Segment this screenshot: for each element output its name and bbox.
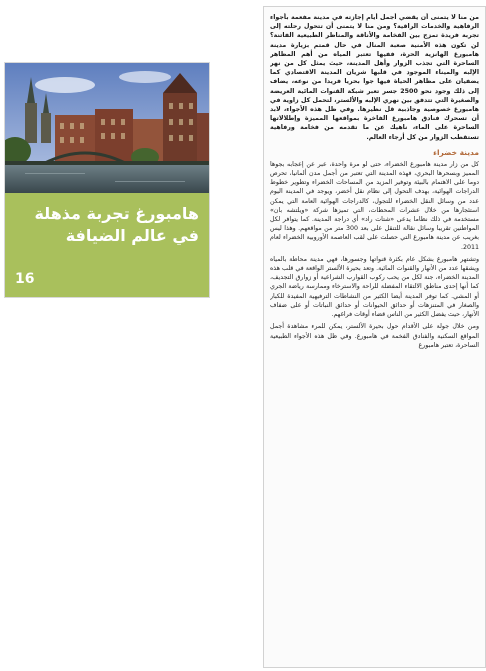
article-paragraph-3: ومن خلال جولة على الأقدام حول بحيرة الألستر، يمكن للمرء مشاهدة أجمل المواقع السكنية والفنادق الفخمة في هامبورغ. وفي ظل هذه الأجواء الطبيعية الساحرة، تعتبر هامبورغ: [270, 323, 479, 349]
page-number: 16: [15, 271, 35, 287]
hamburg-photo: [5, 63, 209, 193]
article-paragraph-2: وتشتهر هامبورغ بشكل عام بكثرة قنواتها وجسورها، فهي مدينة محاطة بالمياه ويشقها عدد من الأنهار والقنوات المائية. وتعد بحيرة الألستر الواقعة في قلب هذه المدينة الخضراء، جنة لكل من يحب ركوب القوارب الشراعية أو زوارق التجديف، كما أنها إحدى مناطق الالتقاء المفضلة للراحة والاسترخاء وممارسة رياضة الجري أو المشي. كما توفر المدينة أيضا الكثير من النشاطات الترفيهية المفيدة للكبار والصغار في المتنزهات أو حدائق الحيوانات أو حدائق النباتات أو على ضفاف الأنهار، حيث يفضل الكثير من الناس قضاء أوقات فراغهم.: [270, 255, 479, 319]
section-title: مدينة خضراء: [433, 147, 479, 157]
article-lead: من منا لا يتمنى أن يقضي أجمل أيام إجازته في مدينة مفعمة بأجواء الرفاهية والخدمات الراقية؟ ومن منا لا يتمنى أن تتحول رحلته إلى تجربة فريدة تمزج بين الفخامة والأناقة والمناظر الطبيعية الفاتنة؟ لن تكون هذه الأمنية صعبة المنال في حال قمتم بزيارة مدينة هامبورغ الهانزية الحرة، ففيها تعتبر المياه من أهم المظاهر الساحرة التي تجذب الزوار وأهل المدينة، حيث يمثل كل من نهر الإلبه والميناء الموجود في قلبها شريان المدينة الاقتصادي كما يضفيان على مظاهر الحياة فيها جوا بحريا فريدا من نوعه، يضاف إلى ذلك وجود نحو 2500 جسر تعبر شبكة القنوات المائية العريضة والصغيرة التي تتدفق بين نهري الإلبه والألستر، لتحمل كل زاوية في هامبورغ خصوصية وجاذبية قل نظيرها. وفي ظل هذه الأجواء، لابد أن تسحرك فنادق هامبورغ الفاخرة بمواقعها المميزة وإطلالاتها الساحرة على الماء، ناهيك عن ما تقدمه من فخامة ورفاهية تستقطب الزوار من كل أرجاء العالم.: [270, 14, 479, 141]
article-paragraph-1: كل من زار مدينة هامبورغ الخضراء، حتى لو مرة واحدة، عبر عن إعجابه بجوها المميز وبسحرها البحري، فهذه المدينة التي تعتبر من أجمل مدن ألمانيا، تحرص دوما على الاهتمام بالبيئة وتوفير المزيد من المساحات الخضراء وتطوير خطوط الدراجات الهوائية، بهدف التحول إلى نظام نقل أخضر، ويوجد في المدينة اليوم عدد من وسائل النقل الخضراء للتجول، كالدراجات الهوائية العامة التي يمكن استئجارها من خلال عشرات المحطات، التي تميزها شركة «ويلتشه بان» مستخدمة في ذلك نظاما يدعى «شتات راد» أي دراجة المدينة. كما يتوافر لكل المواطنين تقريبا وسائل نقالة للتنقل على بعد 300 متر من مواقعهم. وهذا ليس بغريب عن مدينة هامبورغ التي حصلت على لقب العاصمة الأوروبية الخضراء لعام 2011.: [270, 160, 479, 251]
card-headline: هامبورغ تجربة مذهلة في عالم الضيافة: [34, 204, 199, 245]
feature-card: [4, 62, 210, 298]
article-body: [270, 13, 479, 663]
article-column: [263, 6, 486, 668]
headline-panel: [5, 193, 209, 297]
hamburg-cityscape-image: [5, 63, 209, 193]
